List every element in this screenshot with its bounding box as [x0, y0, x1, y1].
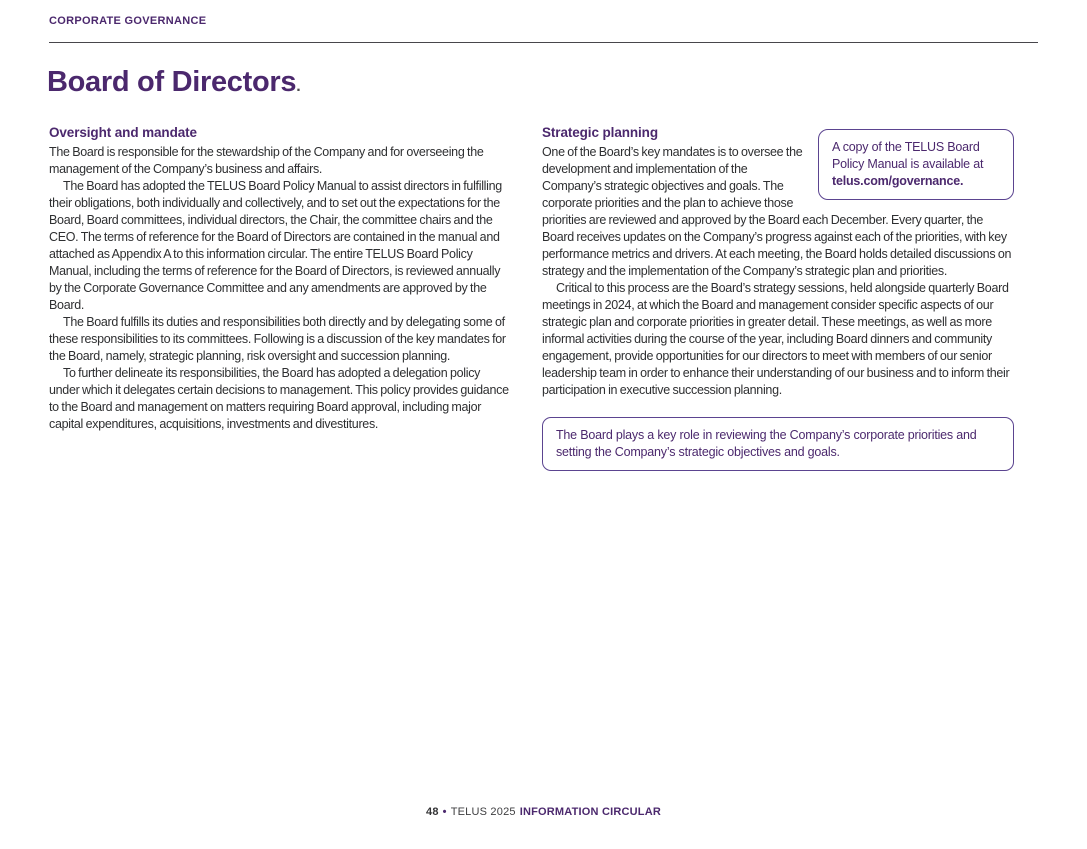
- page-footer: [0, 806, 1087, 818]
- footer-doc-title: INFORMATION CIRCULAR: [519, 806, 661, 818]
- title-period: .: [296, 78, 301, 95]
- quote-text: The Board plays a key role in reviewing the Company’s corporate priorities and setting the Company’s strategic objectives and goals.: [556, 428, 977, 459]
- footer-doc-name: TELUS 2025: [450, 806, 516, 818]
- strategic-planning-heading: Strategic planning: [542, 125, 658, 140]
- strategic-paragraph-2: Critical to this process are the Board’s strategy sessions, held alongside quarterly Board meetings in 2024, at which the Board and management consider specific aspects of our strategic plan and corporate priorities in greater detail. These meetings, as well as more informal activities during the course of the year, including Board dinners and community engagement, provide opportunities for our directors to meet with members of our senior leadership team in order to enhance their understanding of our business and to inform their participation in executive succession planning.: [542, 281, 1010, 397]
- section-eyebrow: CORPORATE GOVERNANCE: [49, 15, 207, 27]
- callout-text: A copy of the TELUS Board Policy Manual is available at: [832, 140, 984, 171]
- oversight-heading: Oversight and mandate: [49, 125, 197, 140]
- governance-link[interactable]: telus.com/governance: [832, 174, 960, 188]
- right-column: [542, 125, 1014, 471]
- page-title-text: Board of Directors: [47, 66, 297, 98]
- key-role-quote-box: [542, 417, 1014, 471]
- page-title: [47, 66, 300, 99]
- oversight-paragraph-4: To further delineate its responsibilities, the Board has adopted a delegation policy under which it delegates certain decisions to management. This policy provides guidance to the Board and management on matters requiring Board approval, including major capital expenditures, acquisitions, investments and divestitures.: [49, 366, 509, 431]
- strategic-paragraph-1: One of the Board’s key mandates is to oversee the development and implementation of the Company’s strategic objectives and goals. The corporate priorities and the plan to achieve those priorities are reviewed and approved by the Board each December. Every quarter, the Board receives updates on the Company’s progress against each of the priorities, with key performance metrics and drivers. At each meeting, the Board holds detailed discussions on strategy and the implementation of the Company’s strategic plan and priorities.: [542, 145, 1012, 278]
- header-rule: [49, 42, 1038, 43]
- footer-bullet: •: [442, 806, 447, 818]
- left-column: [49, 125, 510, 433]
- policy-manual-callout: [818, 129, 1014, 200]
- oversight-paragraph-1: The Board is responsible for the stewardship of the Company and for overseeing the management of the Company’s business and affairs.: [49, 145, 484, 176]
- callout-suffix: .: [960, 174, 964, 188]
- oversight-paragraph-2: The Board has adopted the TELUS Board Policy Manual to assist directors in fulfilling their obligations, both individually and collectively, and to set out the expectations for the Board, Board committees, individual directors, the Chair, the committee chairs and the CEO. The terms of reference for the Board of Directors are contained in the manual and attached as Appendix A to this information circular. The entire TELUS Board Policy Manual, including the terms of reference for the Board of Directors, is reviewed annually by the Corporate Governance Committee and any amendments are approved by the Board.: [49, 179, 502, 312]
- page-number: 48: [426, 806, 439, 818]
- oversight-paragraph-3: The Board fulfills its duties and responsibilities both directly and by delegating some of these responsibilities to its committees. Following is a discussion of the key mandates for the Board, namely, strategic planning, risk oversight and succession planning.: [49, 315, 506, 363]
